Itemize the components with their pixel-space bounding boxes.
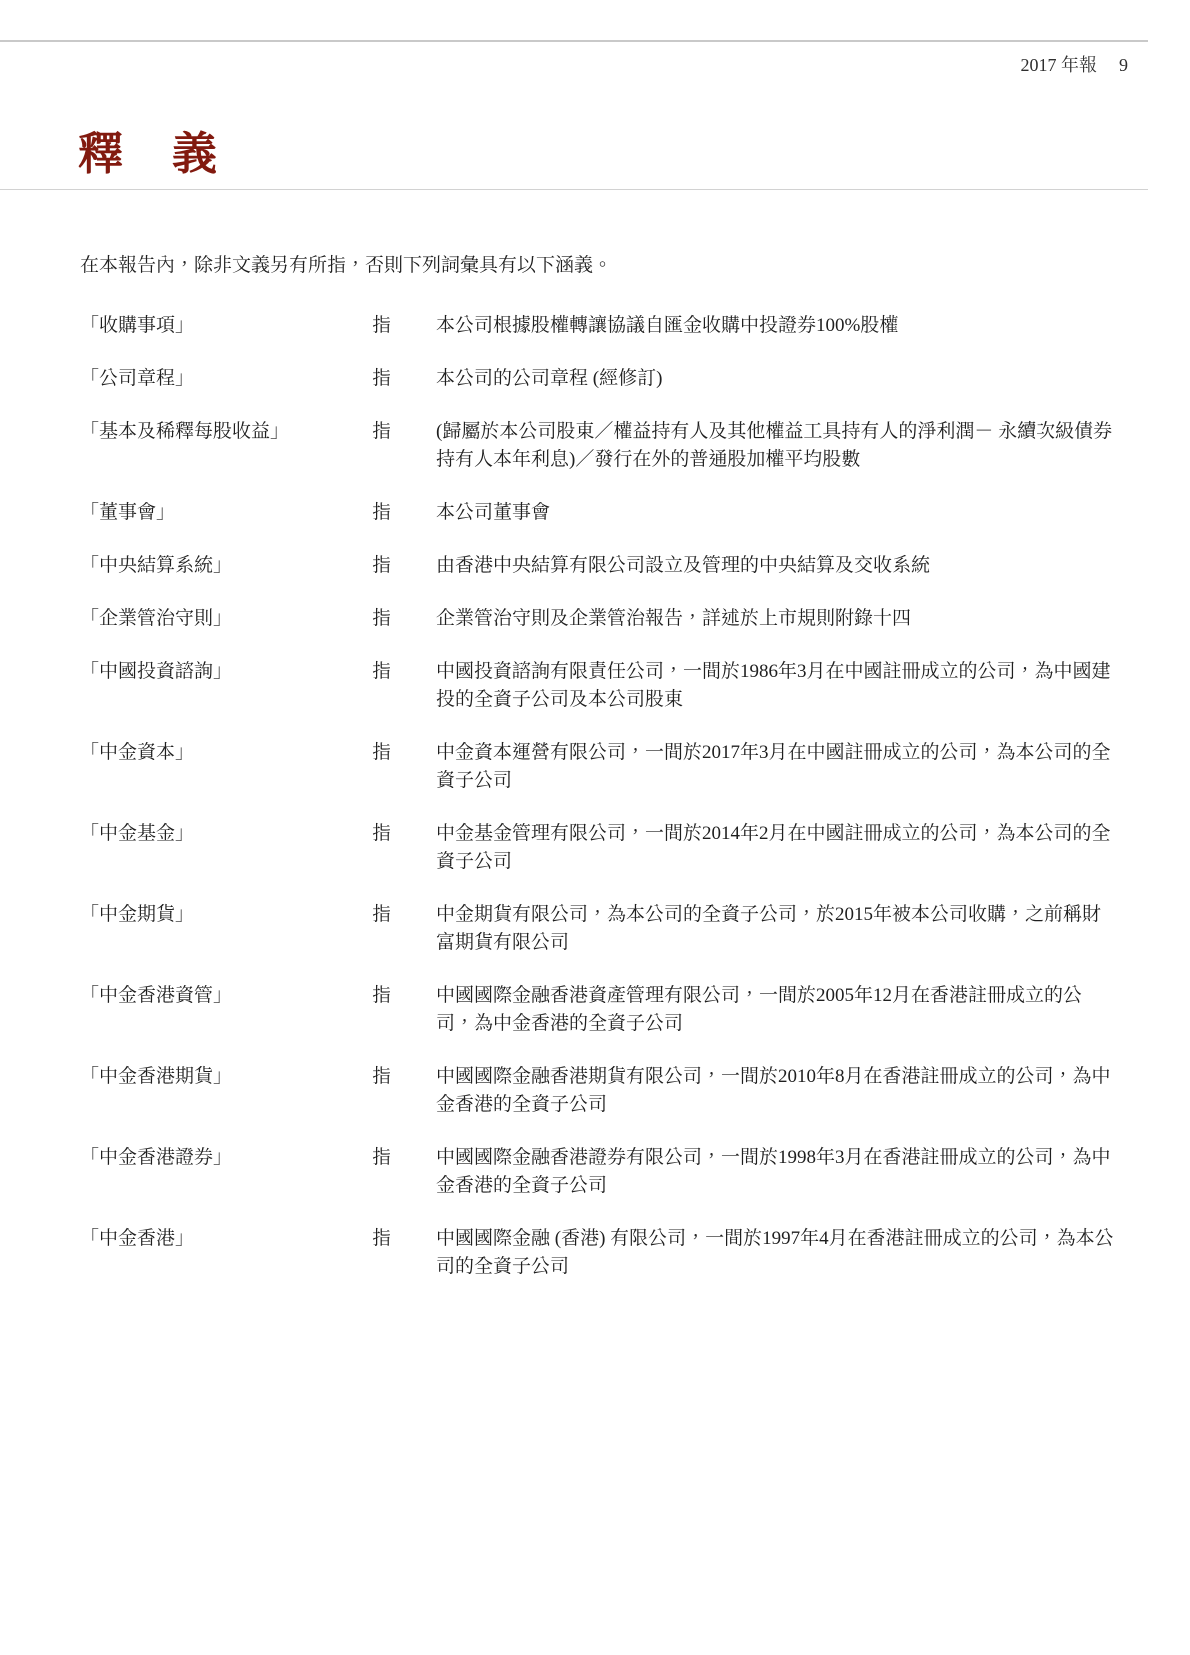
definition-row (80, 901, 1114, 957)
definition-row (80, 982, 1114, 1038)
definition-term: 「中金香港資管」 (80, 985, 233, 1006)
definition-term: 「中金期貨」 (80, 904, 195, 925)
title-rule (0, 189, 1148, 190)
definition-term: 「中央結算系統」 (80, 555, 233, 576)
definition-row (80, 605, 1114, 633)
definition-row (80, 312, 1114, 340)
definition-text: 中金資本運營有限公司，一間於2017年3月在中國註冊成立的公司，為本公司的全資子公司 (436, 742, 1111, 791)
page-number: 9 (1119, 55, 1128, 75)
definition-row (80, 499, 1114, 527)
definition-term: 「中金基金」 (80, 823, 195, 844)
definition-row (80, 1225, 1114, 1281)
definition-term: 「基本及稀釋每股收益」 (80, 421, 290, 442)
definition-row (80, 1063, 1114, 1119)
definition-connector: 指 (372, 1066, 392, 1087)
definition-connector: 指 (372, 1228, 392, 1249)
definition-term: 「收購事項」 (80, 315, 195, 336)
definition-term: 「企業管治守則」 (80, 608, 233, 629)
definition-connector: 指 (372, 315, 392, 336)
definition-connector: 指 (372, 823, 392, 844)
definition-term: 「中金香港期貨」 (80, 1066, 233, 1087)
definition-row (80, 365, 1114, 393)
intro-paragraph: 在本報告內，除非文義另有所指，否則下列詞彙具有以下涵義。 (80, 255, 613, 276)
report-page (0, 40, 1190, 1281)
definition-text: 企業管治守則及企業管治報告，詳述於上市規則附錄十四 (436, 608, 912, 629)
definition-text: (歸屬於本公司股東／權益持有人及其他權益工具持有人的淨利潤－ 永續次級債券持有人本年利息)／發行在外的普通股加權平均股數 (436, 421, 1113, 470)
definition-term: 「中金香港證券」 (80, 1147, 233, 1168)
definition-row (80, 1144, 1114, 1200)
definition-text: 由香港中央結算有限公司設立及管理的中央結算及交收系統 (436, 555, 931, 576)
definition-connector: 指 (372, 608, 392, 629)
definition-connector: 指 (372, 1147, 392, 1168)
definitions-list (0, 312, 1190, 1281)
definition-text: 中國國際金融 (香港) 有限公司，一間於1997年4月在香港註冊成立的公司，為本公司的全資子公司 (436, 1228, 1114, 1277)
definition-row (80, 739, 1114, 795)
definition-text: 中國國際金融香港證券有限公司，一間於1998年3月在香港註冊成立的公司，為中金香港的全資子公司 (436, 1147, 1111, 1196)
page-title: 釋 義 (78, 129, 220, 179)
definition-term: 「中國投資諮詢」 (80, 661, 233, 682)
definition-text: 中金基金管理有限公司，一間於2014年2月在中國註冊成立的公司，為本公司的全資子公司 (436, 823, 1111, 872)
definition-connector: 指 (372, 502, 392, 523)
definition-term: 「中金香港」 (80, 1228, 195, 1249)
definition-text: 中國投資諮詢有限責任公司，一間於1986年3月在中國註冊成立的公司，為中國建投的全資子公司及本公司股東 (436, 661, 1111, 710)
definition-text: 中國國際金融香港期貨有限公司，一間於2010年8月在香港註冊成立的公司，為中金香港的全資子公司 (436, 1066, 1111, 1115)
definition-text: 本公司根據股權轉讓協議自匯金收購中投證券100%股權 (436, 315, 899, 336)
top-rule (0, 40, 1148, 42)
definition-connector: 指 (372, 985, 392, 1006)
definition-text: 本公司董事會 (436, 502, 551, 523)
definition-connector: 指 (372, 742, 392, 763)
definition-term: 「中金資本」 (80, 742, 195, 763)
definition-connector: 指 (372, 555, 392, 576)
definition-text: 中國國際金融香港資產管理有限公司，一間於2005年12月在香港註冊成立的公司，為中金香港的全資子公司 (436, 985, 1083, 1034)
page-header (0, 54, 1190, 76)
definition-connector: 指 (372, 904, 392, 925)
definition-text: 中金期貨有限公司，為本公司的全資子公司，於2015年被本公司收購，之前稱財富期貨有限公司 (436, 904, 1102, 953)
report-year-label: 2017 年報 (1020, 55, 1097, 75)
definition-row (80, 658, 1114, 714)
definition-term: 「公司章程」 (80, 368, 195, 389)
definition-term: 「董事會」 (80, 502, 176, 523)
definition-row (80, 552, 1114, 580)
definition-text: 本公司的公司章程 (經修訂) (436, 368, 663, 389)
definition-connector: 指 (372, 421, 392, 442)
definition-connector: 指 (372, 368, 392, 389)
definition-row (80, 418, 1114, 474)
definition-row (80, 820, 1114, 876)
definition-connector: 指 (372, 661, 392, 682)
